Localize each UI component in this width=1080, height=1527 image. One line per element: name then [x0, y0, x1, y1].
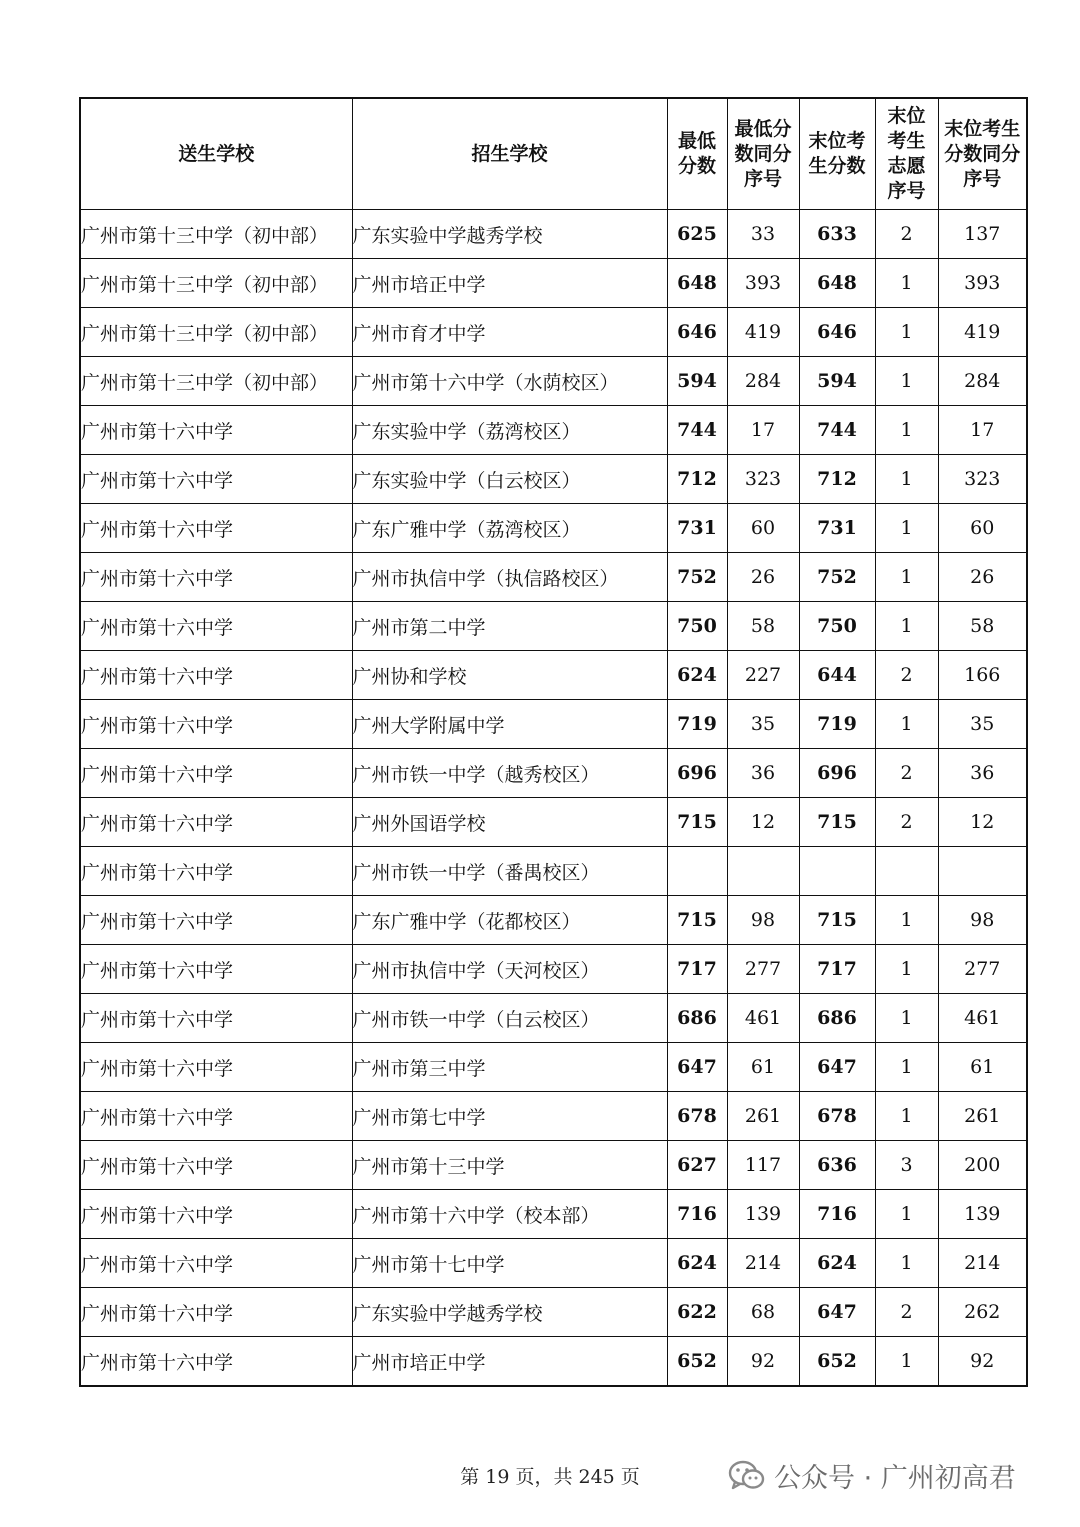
sending-school-cell: 广州市第十六中学 — [80, 798, 352, 847]
last-student-choice-rank-cell: 1 — [875, 1092, 938, 1141]
header-line: 考生 — [887, 130, 926, 152]
last-student-score-cell: 744 — [799, 406, 875, 455]
sending-school-cell: 广州市第十六中学 — [80, 945, 352, 994]
header-line: 最低 — [677, 130, 716, 152]
last-student-tie-rank-cell: 419 — [938, 308, 1027, 357]
table-row — [80, 406, 1027, 455]
header-line: 末位 — [887, 105, 926, 127]
last-student-choice-rank-cell: 2 — [875, 1288, 938, 1337]
sending-school-cell: 广州市第十六中学 — [80, 1043, 352, 1092]
min-score-tie-rank-cell: 393 — [727, 259, 799, 308]
header-line: 序号 — [887, 180, 926, 202]
min-score-tie-rank-cell: 61 — [727, 1043, 799, 1092]
last-student-score-cell: 636 — [799, 1141, 875, 1190]
sending-school-cell: 广州市第十三中学（初中部） — [80, 308, 352, 357]
min-score-cell: 652 — [667, 1337, 727, 1387]
last-student-tie-rank-cell: 36 — [938, 749, 1027, 798]
table-row — [80, 798, 1027, 847]
min-score-tie-rank-cell: 139 — [727, 1190, 799, 1239]
recruiting-school-cell: 广州大学附属中学 — [352, 700, 667, 749]
last-student-score-cell: 647 — [799, 1288, 875, 1337]
min-score-tie-rank-cell: 461 — [727, 994, 799, 1043]
sending-school-cell: 广州市第十三中学（初中部） — [80, 357, 352, 406]
min-score-cell: 627 — [667, 1141, 727, 1190]
header-line: 末位考 — [808, 130, 866, 152]
table-row — [80, 504, 1027, 553]
last-student-choice-rank-cell: 1 — [875, 945, 938, 994]
min-score-cell: 712 — [667, 455, 727, 504]
sending-school-cell: 广州市第十三中学（初中部） — [80, 210, 352, 259]
min-score-tie-rank-cell: 17 — [727, 406, 799, 455]
table-row — [80, 749, 1027, 798]
header-last-student-tie-rank — [938, 98, 1027, 210]
last-student-tie-rank-cell: 393 — [938, 259, 1027, 308]
min-score-tie-rank-cell: 26 — [727, 553, 799, 602]
last-student-choice-rank-cell: 2 — [875, 651, 938, 700]
last-student-tie-rank-cell: 200 — [938, 1141, 1027, 1190]
last-student-choice-rank-cell: 2 — [875, 798, 938, 847]
min-score-cell: 678 — [667, 1092, 727, 1141]
sending-school-cell: 广州市第十六中学 — [80, 1092, 352, 1141]
recruiting-school-cell: 广州市育才中学 — [352, 308, 667, 357]
last-student-tie-rank-cell: 461 — [938, 994, 1027, 1043]
last-student-tie-rank-cell: 261 — [938, 1092, 1027, 1141]
min-score-cell: 744 — [667, 406, 727, 455]
last-student-tie-rank-cell: 139 — [938, 1190, 1027, 1239]
recruiting-school-cell: 广州市铁一中学（番禺校区） — [352, 847, 667, 896]
last-student-tie-rank-cell: 35 — [938, 700, 1027, 749]
min-score-cell: 622 — [667, 1288, 727, 1337]
last-student-score-cell: 712 — [799, 455, 875, 504]
sending-school-cell: 广州市第十六中学 — [80, 994, 352, 1043]
recruiting-school-cell: 广州市执信中学（执信路校区） — [352, 553, 667, 602]
min-score-cell — [667, 847, 727, 896]
recruiting-school-cell: 广州市第十六中学（校本部） — [352, 1190, 667, 1239]
last-student-choice-rank-cell: 2 — [875, 749, 938, 798]
last-student-tie-rank-cell: 60 — [938, 504, 1027, 553]
table-row — [80, 1092, 1027, 1141]
last-student-choice-rank-cell: 1 — [875, 455, 938, 504]
last-student-choice-rank-cell: 1 — [875, 1337, 938, 1387]
recruiting-school-cell: 广东实验中学越秀学校 — [352, 210, 667, 259]
recruiting-school-cell: 广州市第十六中学（水荫校区） — [352, 357, 667, 406]
sending-school-cell: 广州市第十六中学 — [80, 847, 352, 896]
header-line: 生分数 — [808, 155, 866, 177]
header-line: 序号 — [963, 167, 1002, 190]
page-number: 第 19 页，共 245 页 — [460, 1466, 640, 1488]
last-student-tie-rank-cell: 92 — [938, 1337, 1027, 1387]
min-score-tie-rank-cell: 117 — [727, 1141, 799, 1190]
watermark-text: 公众号 · 广州初高君 — [774, 1463, 1016, 1494]
last-student-tie-rank-cell: 17 — [938, 406, 1027, 455]
min-score-cell: 625 — [667, 210, 727, 259]
last-student-choice-rank-cell: 1 — [875, 308, 938, 357]
last-student-choice-rank-cell: 2 — [875, 210, 938, 259]
header-recruiting-school: 招生学校 — [352, 98, 667, 210]
sending-school-cell: 广州市第十六中学 — [80, 1190, 352, 1239]
recruiting-school-cell: 广东广雅中学（花都校区） — [352, 896, 667, 945]
table-row — [80, 896, 1027, 945]
header-last-student-score — [799, 98, 875, 210]
recruiting-school-cell: 广州市铁一中学（越秀校区） — [352, 749, 667, 798]
recruiting-school-cell: 广东广雅中学（荔湾校区） — [352, 504, 667, 553]
min-score-tie-rank-cell: 284 — [727, 357, 799, 406]
header-line: 数同分 — [734, 142, 792, 165]
table-row — [80, 553, 1027, 602]
table-row — [80, 945, 1027, 994]
min-score-cell: 686 — [667, 994, 727, 1043]
last-student-tie-rank-cell: 61 — [938, 1043, 1027, 1092]
last-student-score-cell: 716 — [799, 1190, 875, 1239]
sending-school-cell: 广州市第十六中学 — [80, 1288, 352, 1337]
table-row — [80, 994, 1027, 1043]
last-student-score-cell: 646 — [799, 308, 875, 357]
last-student-choice-rank-cell: 1 — [875, 602, 938, 651]
last-student-choice-rank-cell: 1 — [875, 994, 938, 1043]
last-student-score-cell: 652 — [799, 1337, 875, 1387]
recruiting-school-cell: 广州协和学校 — [352, 651, 667, 700]
last-student-choice-rank-cell: 1 — [875, 504, 938, 553]
recruiting-school-cell: 广州市第三中学 — [352, 1043, 667, 1092]
last-student-choice-rank-cell: 1 — [875, 1190, 938, 1239]
min-score-tie-rank-cell: 12 — [727, 798, 799, 847]
table-row — [80, 210, 1027, 259]
header-line: 末位考生 — [944, 117, 1021, 140]
min-score-tie-rank-cell: 35 — [727, 700, 799, 749]
last-student-tie-rank-cell: 323 — [938, 455, 1027, 504]
last-student-choice-rank-cell: 1 — [875, 357, 938, 406]
min-score-tie-rank-cell: 98 — [727, 896, 799, 945]
table-row — [80, 1337, 1027, 1387]
last-student-choice-rank-cell: 1 — [875, 1043, 938, 1092]
last-student-score-cell: 648 — [799, 259, 875, 308]
last-student-score-cell — [799, 847, 875, 896]
sending-school-cell: 广州市第十六中学 — [80, 602, 352, 651]
last-student-tie-rank-cell — [938, 847, 1027, 896]
last-student-choice-rank-cell: 1 — [875, 259, 938, 308]
sending-school-cell: 广州市第十六中学 — [80, 1337, 352, 1387]
min-score-tie-rank-cell: 214 — [727, 1239, 799, 1288]
recruiting-school-cell: 广东实验中学（荔湾校区） — [352, 406, 667, 455]
min-score-cell: 624 — [667, 1239, 727, 1288]
recruiting-school-cell: 广州外国语学校 — [352, 798, 667, 847]
last-student-choice-rank-cell: 1 — [875, 1239, 938, 1288]
min-score-cell: 731 — [667, 504, 727, 553]
admissions-table — [79, 97, 1028, 1387]
min-score-cell: 752 — [667, 553, 727, 602]
min-score-cell: 719 — [667, 700, 727, 749]
recruiting-school-cell: 广东实验中学越秀学校 — [352, 1288, 667, 1337]
sending-school-cell: 广州市第十六中学 — [80, 896, 352, 945]
recruiting-school-cell: 广州市培正中学 — [352, 259, 667, 308]
header-line: 志愿 — [887, 155, 926, 177]
table-row — [80, 259, 1027, 308]
last-student-choice-rank-cell: 1 — [875, 700, 938, 749]
recruiting-school-cell: 广州市第二中学 — [352, 602, 667, 651]
table-row — [80, 1190, 1027, 1239]
min-score-cell: 715 — [667, 896, 727, 945]
min-score-cell: 646 — [667, 308, 727, 357]
last-student-score-cell: 644 — [799, 651, 875, 700]
sending-school-cell: 广州市第十六中学 — [80, 406, 352, 455]
watermark — [728, 1456, 1016, 1495]
table-row — [80, 1288, 1027, 1337]
recruiting-school-cell: 广州市培正中学 — [352, 1337, 667, 1387]
min-score-cell: 594 — [667, 357, 727, 406]
last-student-tie-rank-cell: 166 — [938, 651, 1027, 700]
last-student-tie-rank-cell: 277 — [938, 945, 1027, 994]
table-body — [80, 210, 1027, 1387]
last-student-tie-rank-cell: 12 — [938, 798, 1027, 847]
last-student-choice-rank-cell: 3 — [875, 1141, 938, 1190]
sending-school-cell: 广州市第十六中学 — [80, 749, 352, 798]
sending-school-cell: 广州市第十六中学 — [80, 1239, 352, 1288]
sending-school-cell: 广州市第十三中学（初中部） — [80, 259, 352, 308]
table-row — [80, 1141, 1027, 1190]
min-score-cell: 750 — [667, 602, 727, 651]
min-score-tie-rank-cell: 227 — [727, 651, 799, 700]
last-student-tie-rank-cell: 262 — [938, 1288, 1027, 1337]
table-row — [80, 847, 1027, 896]
last-student-tie-rank-cell: 214 — [938, 1239, 1027, 1288]
header-sending-school: 送生学校 — [80, 98, 352, 210]
sending-school-cell: 广州市第十六中学 — [80, 651, 352, 700]
min-score-tie-rank-cell: 419 — [727, 308, 799, 357]
sending-school-cell: 广州市第十六中学 — [80, 1141, 352, 1190]
min-score-cell: 696 — [667, 749, 727, 798]
wechat-icon — [728, 1459, 766, 1493]
last-student-score-cell: 752 — [799, 553, 875, 602]
last-student-score-cell: 594 — [799, 357, 875, 406]
sending-school-cell: 广州市第十六中学 — [80, 504, 352, 553]
min-score-tie-rank-cell: 92 — [727, 1337, 799, 1387]
table-row — [80, 455, 1027, 504]
recruiting-school-cell: 广东实验中学（白云校区） — [352, 455, 667, 504]
recruiting-school-cell: 广州市铁一中学（白云校区） — [352, 994, 667, 1043]
min-score-cell: 647 — [667, 1043, 727, 1092]
last-student-score-cell: 686 — [799, 994, 875, 1043]
last-student-score-cell: 624 — [799, 1239, 875, 1288]
min-score-tie-rank-cell: 323 — [727, 455, 799, 504]
last-student-score-cell: 678 — [799, 1092, 875, 1141]
last-student-score-cell: 715 — [799, 896, 875, 945]
last-student-choice-rank-cell: 1 — [875, 406, 938, 455]
min-score-tie-rank-cell: 36 — [727, 749, 799, 798]
table-row — [80, 1043, 1027, 1092]
min-score-tie-rank-cell: 58 — [727, 602, 799, 651]
last-student-choice-rank-cell: 1 — [875, 553, 938, 602]
table-row — [80, 1239, 1027, 1288]
min-score-cell: 624 — [667, 651, 727, 700]
last-student-tie-rank-cell: 137 — [938, 210, 1027, 259]
last-student-choice-rank-cell — [875, 847, 938, 896]
table-row — [80, 602, 1027, 651]
last-student-score-cell: 633 — [799, 210, 875, 259]
min-score-cell: 716 — [667, 1190, 727, 1239]
sending-school-cell: 广州市第十六中学 — [80, 700, 352, 749]
last-student-score-cell: 715 — [799, 798, 875, 847]
header-line: 分数 — [677, 155, 716, 177]
min-score-cell: 717 — [667, 945, 727, 994]
header-line: 序号 — [743, 167, 782, 190]
table-row — [80, 651, 1027, 700]
min-score-tie-rank-cell: 261 — [727, 1092, 799, 1141]
min-score-tie-rank-cell — [727, 847, 799, 896]
last-student-score-cell: 717 — [799, 945, 875, 994]
last-student-tie-rank-cell: 58 — [938, 602, 1027, 651]
last-student-score-cell: 647 — [799, 1043, 875, 1092]
header-min-score — [667, 98, 727, 210]
last-student-score-cell: 719 — [799, 700, 875, 749]
table-row — [80, 308, 1027, 357]
min-score-tie-rank-cell: 277 — [727, 945, 799, 994]
last-student-tie-rank-cell: 98 — [938, 896, 1027, 945]
last-student-score-cell: 696 — [799, 749, 875, 798]
recruiting-school-cell: 广州市执信中学（天河校区） — [352, 945, 667, 994]
min-score-cell: 715 — [667, 798, 727, 847]
header-last-student-choice-rank — [875, 98, 938, 210]
min-score-tie-rank-cell: 60 — [727, 504, 799, 553]
table-row — [80, 700, 1027, 749]
min-score-tie-rank-cell: 68 — [727, 1288, 799, 1337]
min-score-tie-rank-cell: 33 — [727, 210, 799, 259]
last-student-tie-rank-cell: 26 — [938, 553, 1027, 602]
last-student-score-cell: 731 — [799, 504, 875, 553]
header-min-score-tie-rank — [727, 98, 799, 210]
last-student-tie-rank-cell: 284 — [938, 357, 1027, 406]
recruiting-school-cell: 广州市第七中学 — [352, 1092, 667, 1141]
header-line: 分数同分 — [944, 142, 1021, 165]
recruiting-school-cell: 广州市第十三中学 — [352, 1141, 667, 1190]
last-student-choice-rank-cell: 1 — [875, 896, 938, 945]
table-header-row — [80, 98, 1027, 210]
sending-school-cell: 广州市第十六中学 — [80, 553, 352, 602]
min-score-cell: 648 — [667, 259, 727, 308]
header-line: 最低分 — [734, 117, 792, 140]
table-row — [80, 357, 1027, 406]
recruiting-school-cell: 广州市第十七中学 — [352, 1239, 667, 1288]
sending-school-cell: 广州市第十六中学 — [80, 455, 352, 504]
last-student-score-cell: 750 — [799, 602, 875, 651]
